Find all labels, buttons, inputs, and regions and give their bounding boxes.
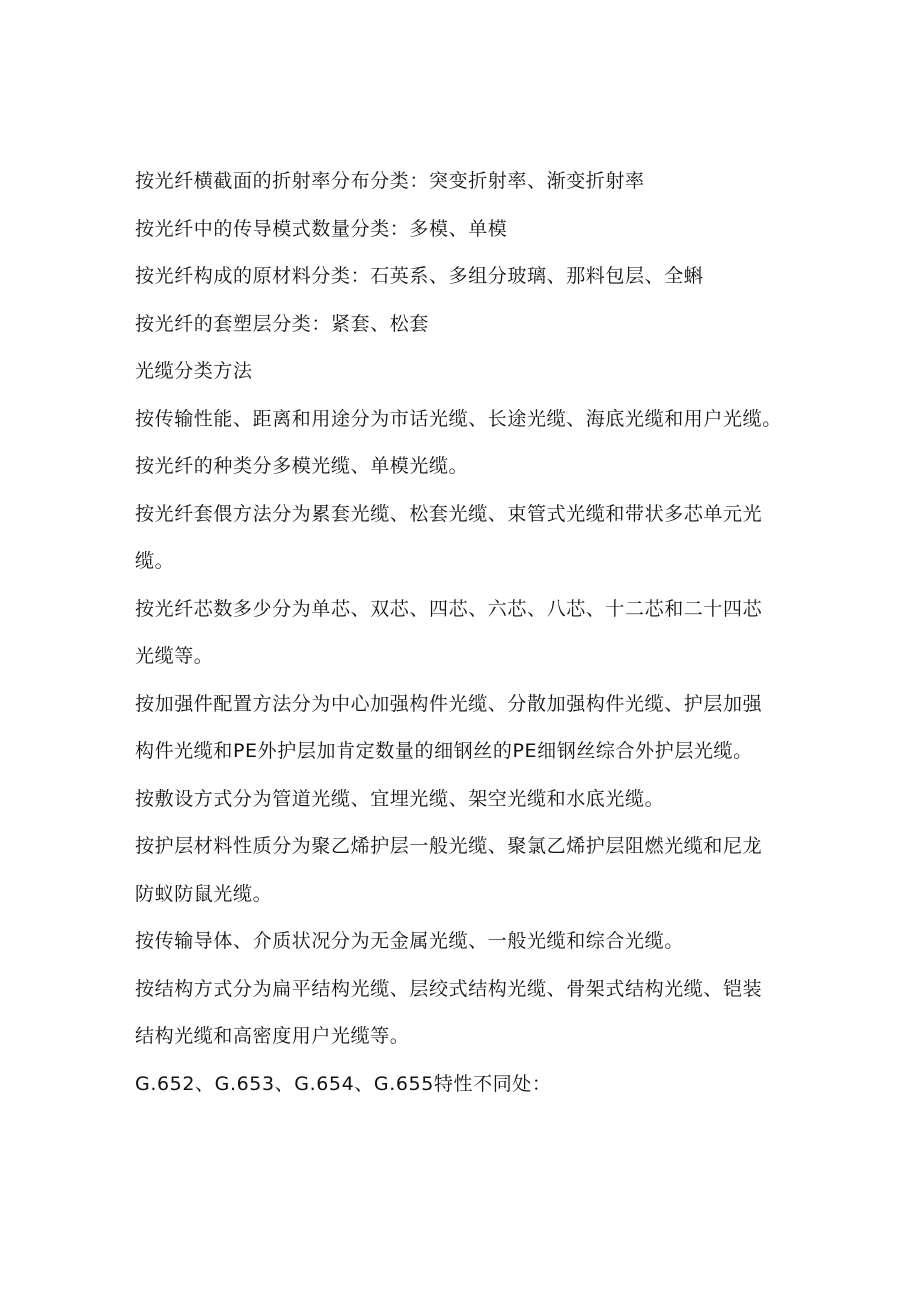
text-line: 防蚁防鼠光缆。: [135, 882, 273, 905]
text-line: 按传输导体、介质状况分为无金属光缆、一般光缆和综合光缆。: [135, 930, 684, 952]
text-line: 按敷设方式分为管道光缆、宜埋光缆、架空光缆和水底光缆。: [135, 787, 665, 810]
text-line: 按光纤横截面的折射率分布分类：突变折射率、渐变折射率: [135, 170, 645, 192]
text-line: 结构光缆和高密度用户光缆等。: [135, 1025, 410, 1047]
text-line: 按光纤套偎方法分为累套光缆、松套光缆、束管式光缆和带状多芯单元光: [135, 502, 763, 525]
text-line: 按光纤芯数多少分为单芯、双芯、四芯、六芯、八芯、十二芯和二十四芯: [135, 597, 763, 620]
document-body: [135, 158, 815, 1108]
section-heading: 光缆分类方法: [135, 360, 253, 382]
text-line: 按光纤的种类分多模光缆、单模光缆。: [135, 455, 469, 477]
text-line: G.652、G.653、G.654、G.655特性不同处：: [135, 1072, 552, 1095]
text-line: 按护层材料性质分为聚乙烯护层一般光缆、聚氯乙烯护层阻燃光缆和尼龙: [135, 835, 763, 857]
text-line: 缆。: [135, 550, 175, 572]
text-line: 按光纤的套塑层分类：紧套、松套: [135, 312, 430, 335]
text-line: 按传输性能、距离和用途分为市话光缆、长途光缆、海底光缆和用户光缆。: [135, 407, 782, 430]
text-line: 按加强件配置方法分为中心加强构件光缆、分散加强构件光缆、护层加强: [135, 692, 763, 715]
text-line: 按光纤中的传导模式数量分类：多模、单模: [135, 217, 508, 240]
text-line: 构件光缆和PE外护层加肯定数量的细钢丝的PE细钢丝综合外护层光缆。: [135, 740, 753, 762]
text-line: 光缆等。: [135, 645, 214, 667]
text-line: 按光纤构成的原材料分类：石英系、多组分玻璃、那料包层、全蝌: [135, 265, 704, 287]
text-line: 按结构方式分为扁平结构光缆、层绞式结构光缆、骨架式结构光缆、铠装: [135, 977, 763, 1000]
